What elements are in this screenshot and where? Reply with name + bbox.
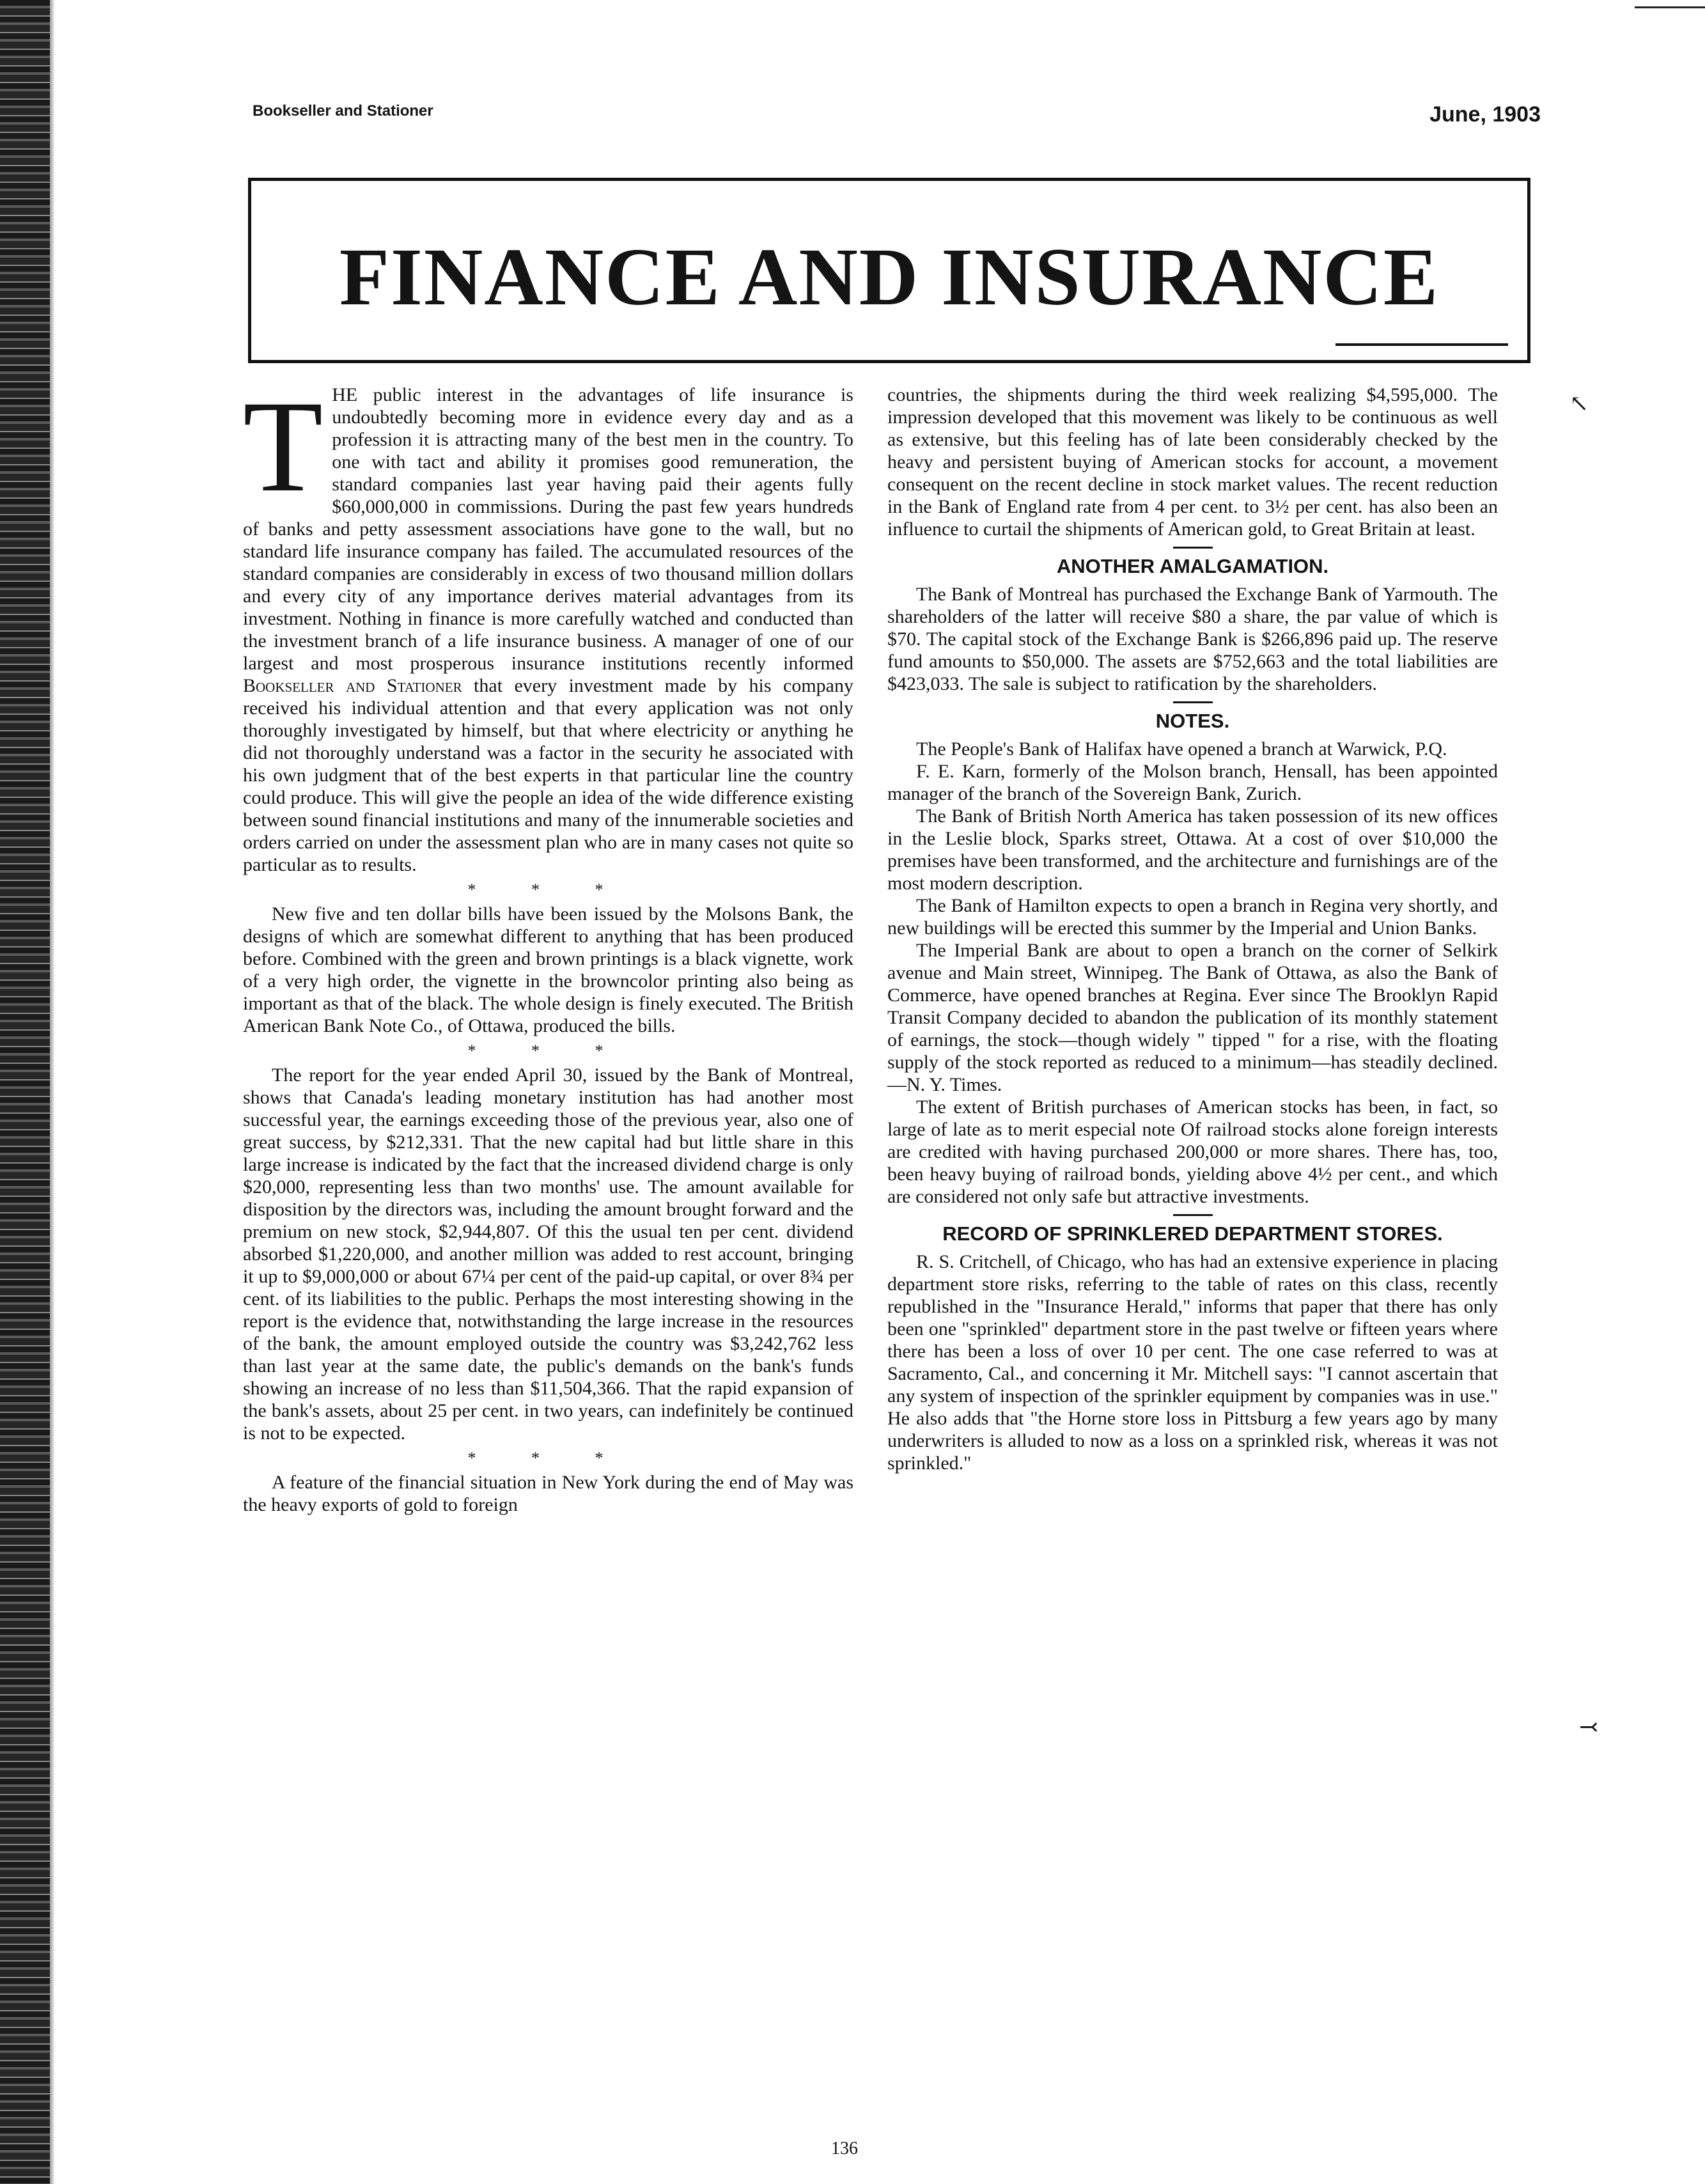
paragraph-exchange-bank: The Bank of Montreal has purchased the Exchange Bank of Yarmouth. The shareholders of the latter will receive $80 a share, the par value of which is $70. The capital stock of the Exchange Bank is $266,896 paid up. The reserve fund amounts to $50,000. The assets are $752,663 and the total liabilities are $423,033. The sale is subject to ratification by the shareholders. — [887, 584, 1498, 694]
paragraph-new-york-gold: A feature of the financial situation in New York during the end of May was the heavy exports of gold to foreign — [243, 1472, 853, 1515]
left-column — [243, 374, 853, 1516]
section-title: FINANCE AND INSURANCE — [339, 231, 1440, 322]
section-divider-stars: * * * — [467, 1041, 629, 1060]
paragraph-sprinklered-stores: R. S. Critchell, of Chicago, who has had an extensive experience in placing department store risks, referring to the table of rates on this class, recently republished in the "Insurance Herald," informs that paper that there has only been one "sprinkled" department store in the past twelve or fifteen years where there has been a loss of over 10 per cent. The one case referred to was at Sacramento, Cal., and concerning it Mr. Mitchell says: "I cannot ascertain that any system of inspection of the sprinkler equipment by companies was in use." He also adds that "the Horne store loss in Pittsburg a few years ago by many underwriters is alluded to now as a loss on a sprinkled risk, whereas it was not sprinkled." — [887, 1251, 1498, 1474]
right-column — [887, 384, 1498, 1474]
book-spine — [0, 0, 50, 2184]
section-divider-stars: * * * — [467, 880, 629, 899]
paragraph-molsons-bills: New five and ten dollar bills have been issued by the Molsons Bank, the designs of which are somewhat different to anything that has been produced before. Combined with the green and brown printings is a black vignette, work of a very high order, the vignette in the browncolor printing also being as important as that of the black. The whole design is finely executed. The British American Bank Note Co., of Ottawa, produced the bills. — [243, 903, 853, 1036]
note-item: The Imperial Bank are about to open a branch on the corner of Selkirk avenue and Main street, Winnipeg. The Bank of Ottawa, as also the Bank of Commerce, have opened branches at Regina. Ever since The Brooklyn Rapid Transit Company decided to abandon the publication of its monthly statement of earnings, the stock—though widely " tipped " for a rise, with the floating supply of the stock reported as reduced to a minimum—has steadily declined.—N. Y. Times. — [887, 940, 1498, 1095]
short-rule — [1173, 1214, 1213, 1216]
margin-mark: ⤙ — [1579, 1714, 1599, 1740]
paragraph-bank-of-montreal-report: The report for the year ended April 30, issued by the Bank of Montreal, shows that Canada's leading monetary institution has had another most successful year, the earnings exceeding those of the previous year, also one of great success, by $212,331. That the new capital had but little share in this large increase is indicated by the fact that the increased dividend charge is only $20,000, representing less than two months' use. The amount available for disposition by the directors was, including the amount brought forward and the premium on new stock, $2,944,807. Of this the usual ten per cent. dividend absorbed $1,220,000, and another million was added to rest account, bringing it up to $9,000,000 or about 67¼ per cent of the paid-up capital, or over 8¾ per cent. of its liabilities to the public. Perhaps the most interesting showing in the report is the evidence that, notwithstanding the large increase in the resources of the bank, the amount employed outside the country was $3,242,762 less than last year at the same date, the public's demands on the bank's funds showing an increase of no less than $11,504,366. That the rapid expansion of the bank's assets, about 25 per cent. in two years, can indefinitely be continued is not to be expected. — [243, 1065, 853, 1444]
note-item: The People's Bank of Halifax have opened a branch at Warwick, P.Q. — [916, 738, 1447, 760]
spine-shadow — [50, 0, 55, 2184]
section-divider-stars: * * * — [467, 1449, 629, 1467]
note-item: F. E. Karn, formerly of the Molson branch, Hensall, has been appointed manager of the branch of the Sovereign Bank, Zurich. — [887, 761, 1498, 804]
margin-mark: ↖ — [1569, 391, 1589, 416]
heading-sprinklered-stores: RECORD OF SPRINKLERED DEPARTMENT STORES. — [942, 1222, 1443, 1245]
heading-notes: NOTES. — [1155, 710, 1230, 732]
corner-rule — [1635, 6, 1705, 8]
title-rule — [1335, 343, 1508, 346]
drop-cap: T — [243, 374, 323, 519]
paragraph-text: HE public interest in the advantages of life insurance is undoubtedly becoming more in evidence every day and as a profession it is attracting many of the best men in the country. To one with tact and ability it promises good remuneration, the standard companies last year having paid their agents fully $60,000,000 in commissions. During the past few years hundreds of banks and petty assessment associations have gone to the wall, but no standard life insurance company has failed. The accumulated resources of the standard companies are considerably in excess of two thousand million dollars and every city of any importance derives material advantages from its investment. Nothing in finance is more carefully watched and conducted than the investment branch of a life insurance business. A manager of one of our largest and most prosperous insurance institutions recently informed — [243, 384, 853, 674]
short-rule — [1173, 701, 1213, 703]
running-head-publication: Bookseller and Stationer — [253, 102, 433, 120]
paragraph-gold-shipments: countries, the shipments during the third week realizing $4,595,000. The impression developed that this movement was likely to be continuous as well as extensive, but this feeling has of late been considerably checked by the heavy and persistent buying of American stocks for account, a movement consequent on the recent decline in stock market values. The recent reduction in the Bank of England rate from 4 per cent. to 3½ per cent. has also been an influence to curtail the shipments of American gold, to Great Britain at least. — [887, 384, 1498, 540]
paragraph-life-insurance — [243, 374, 853, 876]
heading-amalgamation: ANOTHER AMALGAMATION. — [1056, 555, 1329, 577]
note-item: The extent of British purchases of American stocks has been, in fact, so large of late as to merit especial note Of railroad stocks alone foreign interests are credited with having purchased 200,000 or more shares. There has, too, been heavy buying of railroad bonds, yielding above 4½ per cent., and which are considered not only safe but attractive investments. — [887, 1096, 1498, 1207]
section-title-box — [248, 178, 1530, 363]
running-head-date: June, 1903 — [1429, 102, 1541, 127]
note-item: The Bank of Hamilton expects to open a branch in Regina very shortly, and new buildings will be erected this summer by the Imperial and Union Banks. — [887, 895, 1498, 939]
publication-name-inline: Bookseller and Stationer — [243, 675, 462, 696]
note-item: The Bank of British North America has taken possession of its new offices in the Leslie block, Sparks street, Ottawa. At a cost of over $10,000 the premises have been transformed, and the architecture and furnishings are of the most modern description. — [887, 806, 1498, 894]
paragraph-text: that every investment made by his company received his individual attention and that every application was not only thoroughly investigated by himself, but that where electricity or anything he did not thoroughly understand was a factor in the security he associated with his own judgment that of the best experts in that particular line the country could produce. This will give the people an idea of the wide difference existing between sound financial institutions and many of the innumerable societies and orders carried on under the assessment plan who are in many cases not quite so particular as to results. — [243, 675, 853, 875]
short-rule — [1173, 547, 1213, 549]
page-number: 136 — [831, 2139, 858, 2158]
